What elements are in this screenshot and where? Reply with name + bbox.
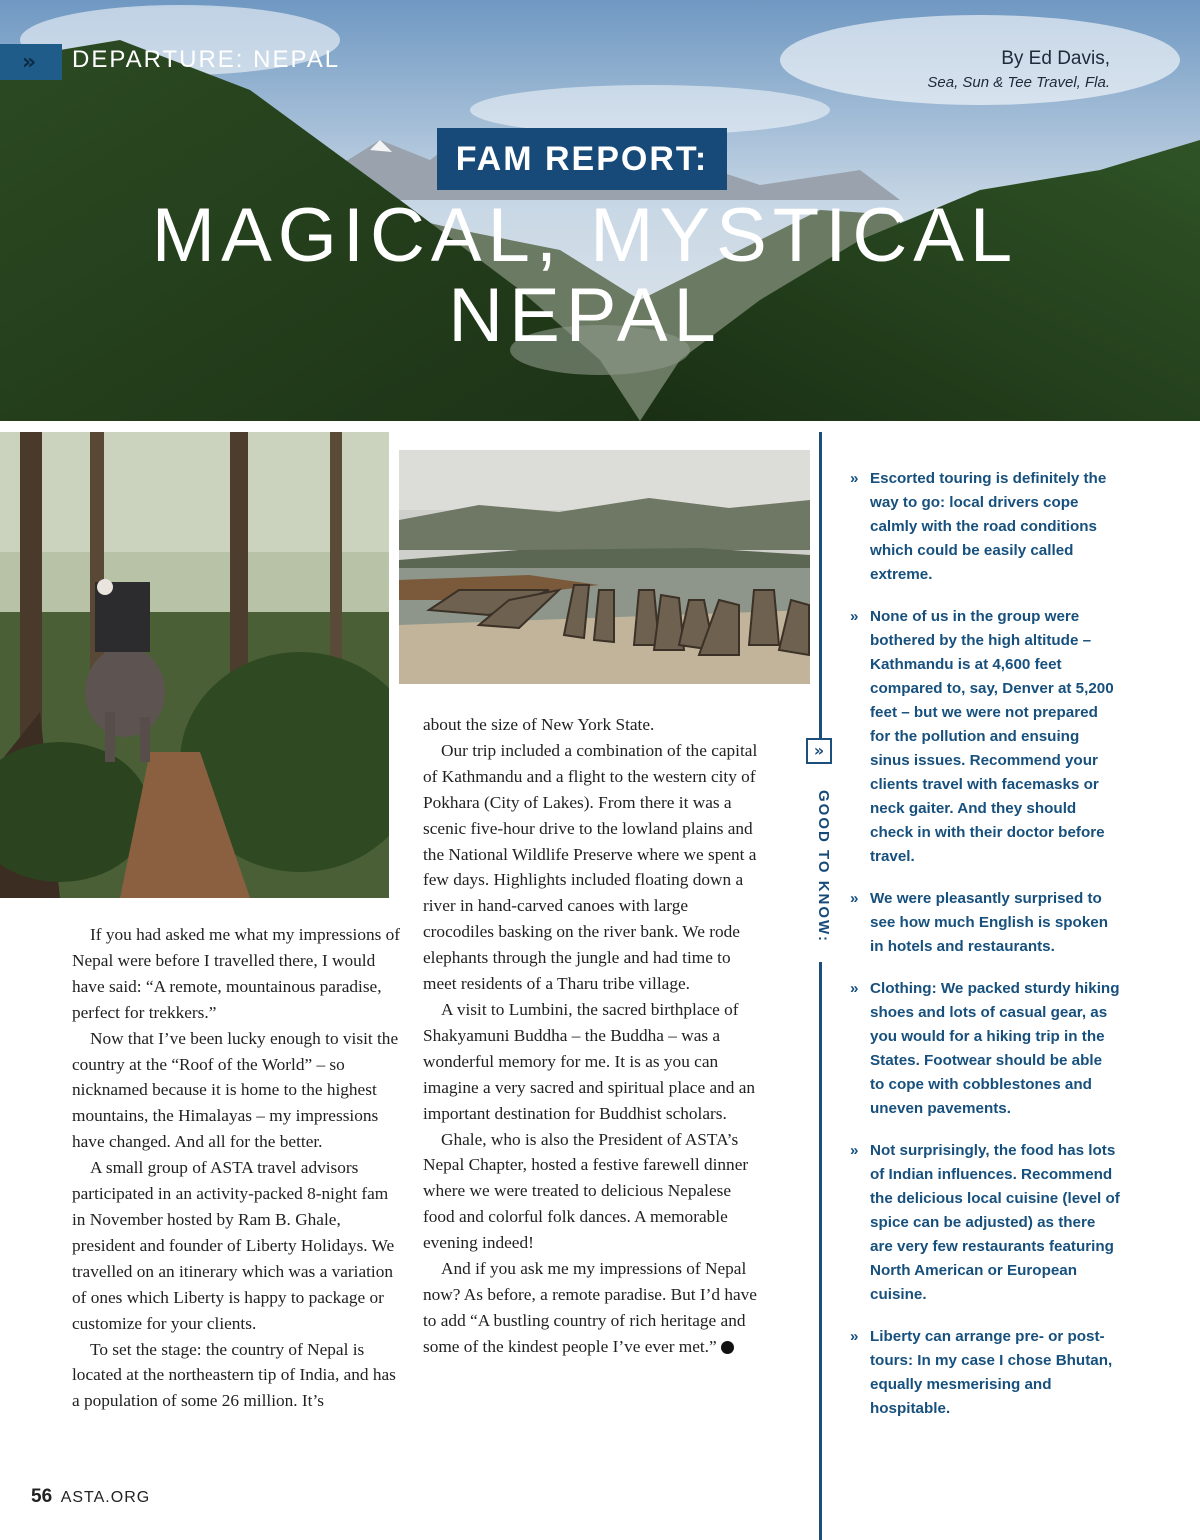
elephant-jungle-illustration — [0, 432, 389, 898]
paragraph: Now that I’ve been lucky enough to visit the country at the “Roof of the World” – so nicknamed because it is home to the highest mountains, the Himalayas – my impressions have changed. And all for the better. — [72, 1028, 399, 1152]
paragraph: If you had asked me what my impressions of Nepal were before I travelled there, I would have said: “A remote, mountainous paradise, perfect for trekkers.” — [72, 925, 401, 1022]
bullet-icon: » — [850, 1142, 859, 1159]
bullet-icon: » — [850, 608, 859, 625]
paragraph: To set the stage: the country of Nepal is located at the northeastern tip of India, and has a population of some 26 million. It’s — [72, 1339, 396, 1411]
good-to-know-chevron-icon: » — [806, 738, 832, 764]
section-name: NEPAL — [253, 46, 341, 73]
tip-text: None of us in the group were bothered by the high altitude – Kathmandu is at 4,600 feet compared to, say, Denver at 5,200 feet – but we were not prepared for the pollution and ensuing sinus issues. Recommend your clients travel with facemasks or neck gaiter. And they should check in with their doctor before travel. — [870, 608, 1114, 865]
fam-report-badge: FAM REPORT: — [437, 128, 727, 190]
paragraph: A visit to Lumbini, the sacred birthplace of Shakyamuni Buddha – the Buddha – was a wonderful memory for me. It is as you can imagine a very sacred and spiritual place and an important destination for Buddhist scholars. — [423, 999, 756, 1123]
article-column-1 — [72, 922, 402, 1414]
tip-item — [850, 887, 1120, 959]
elephant-jungle-photo — [0, 432, 389, 898]
tip-text: Clothing: We packed sturdy hiking shoes and lots of casual gear, as you would for a hiking trip in the States. Footwear should be able to cope with cobblestones and uneven pavements. — [870, 980, 1120, 1117]
good-to-know-list — [850, 467, 1120, 1439]
final-paragraph-text: And if you ask me my impressions of Nepal now? As before, a remote paradise. But I’d have to add “A bustling country of rich heritage and some of the kindest people I’ve ever met.” — [423, 1259, 757, 1356]
author-name: By Ed Davis, — [1001, 48, 1110, 69]
tip-text: Liberty can arrange pre- or post-tours: In my case I chose Bhutan, equally mesmerising and hospitable. — [870, 1328, 1113, 1417]
page-number: 56 — [31, 1486, 53, 1507]
paragraph: Our trip included a combination of the capital of Kathmandu and a flight to the western city of Pokhara (City of Lakes). From there it was a scenic five-hour drive to the lowland plains and the National Wildlife Preserve where we spent a few days. Highlights included floating down a river in hand-carved canoes with large crocodiles basking on the river bank. We rode elephants through the jungle and had time to meet residents of a Tharu tribe village. — [423, 740, 758, 994]
site-url[interactable]: ASTA.ORG — [60, 1489, 151, 1506]
tip-item — [850, 1139, 1120, 1307]
headline-line-1: MAGICAL, MYSTICAL — [151, 193, 1019, 278]
author-org: Sea, Sun & Tee Travel, Fla. — [927, 74, 1110, 91]
bullet-icon: » — [850, 470, 859, 487]
bullet-icon: » — [850, 1328, 859, 1345]
section-label — [72, 46, 340, 74]
sidebar-rule-top — [819, 432, 822, 738]
tip-text: Not surprisingly, the food has lots of Indian influences. Recommend the delicious local cuisine (level of spice can be adjusted) as there are very few restaurants featuring North American or European cuisine. — [870, 1142, 1120, 1303]
paragraph: Ghale, who is also the President of ASTA’s Nepal Chapter, hosted a festive farewell dinner where we were treated to delicious Nepalese food and colorful folk dances. A memorable evening indeed! — [423, 1129, 749, 1253]
asta-end-mark-icon — [721, 1341, 734, 1354]
bullet-icon: » — [850, 890, 859, 907]
paragraph-continued: about the size of New York State. — [423, 715, 655, 734]
tip-item — [850, 1325, 1120, 1421]
sidebar-rule-bottom — [819, 962, 822, 1540]
paragraph-final — [423, 1256, 758, 1360]
tip-item — [850, 977, 1120, 1121]
paragraph: A small group of ASTA travel advisors participated in an activity-packed 8-night fam in November hosted by Ram B. Ghale, president and founder of Liberty Holidays. We travelled on an itinerary which was a variation of ones which Liberty is happy to package or customize for your clients. — [72, 1158, 395, 1333]
tip-item — [850, 467, 1120, 587]
double-chevron-icon: » — [22, 50, 37, 75]
headline-line-2: NEPAL — [448, 273, 722, 358]
page-footer — [31, 1486, 150, 1508]
article-column-2 — [423, 712, 758, 1360]
good-to-know-label: GOOD TO KNOW: — [815, 790, 832, 943]
tip-text: Escorted touring is definitely the way to go: local drivers cope calmly with the road conditions which could be easily called extreme. — [870, 470, 1107, 583]
bullet-icon: » — [850, 980, 859, 997]
section-prefix: DEPARTURE: — [72, 46, 245, 73]
tip-item — [850, 605, 1120, 869]
canoes-river-photo — [399, 450, 810, 684]
tip-text: We were pleasantly surprised to see how much English is spoken in hotels and restaurants. — [870, 890, 1108, 955]
byline — [927, 48, 1110, 91]
section-tag — [0, 44, 62, 80]
canoes-river-illustration — [399, 450, 810, 684]
headline — [0, 193, 1170, 358]
